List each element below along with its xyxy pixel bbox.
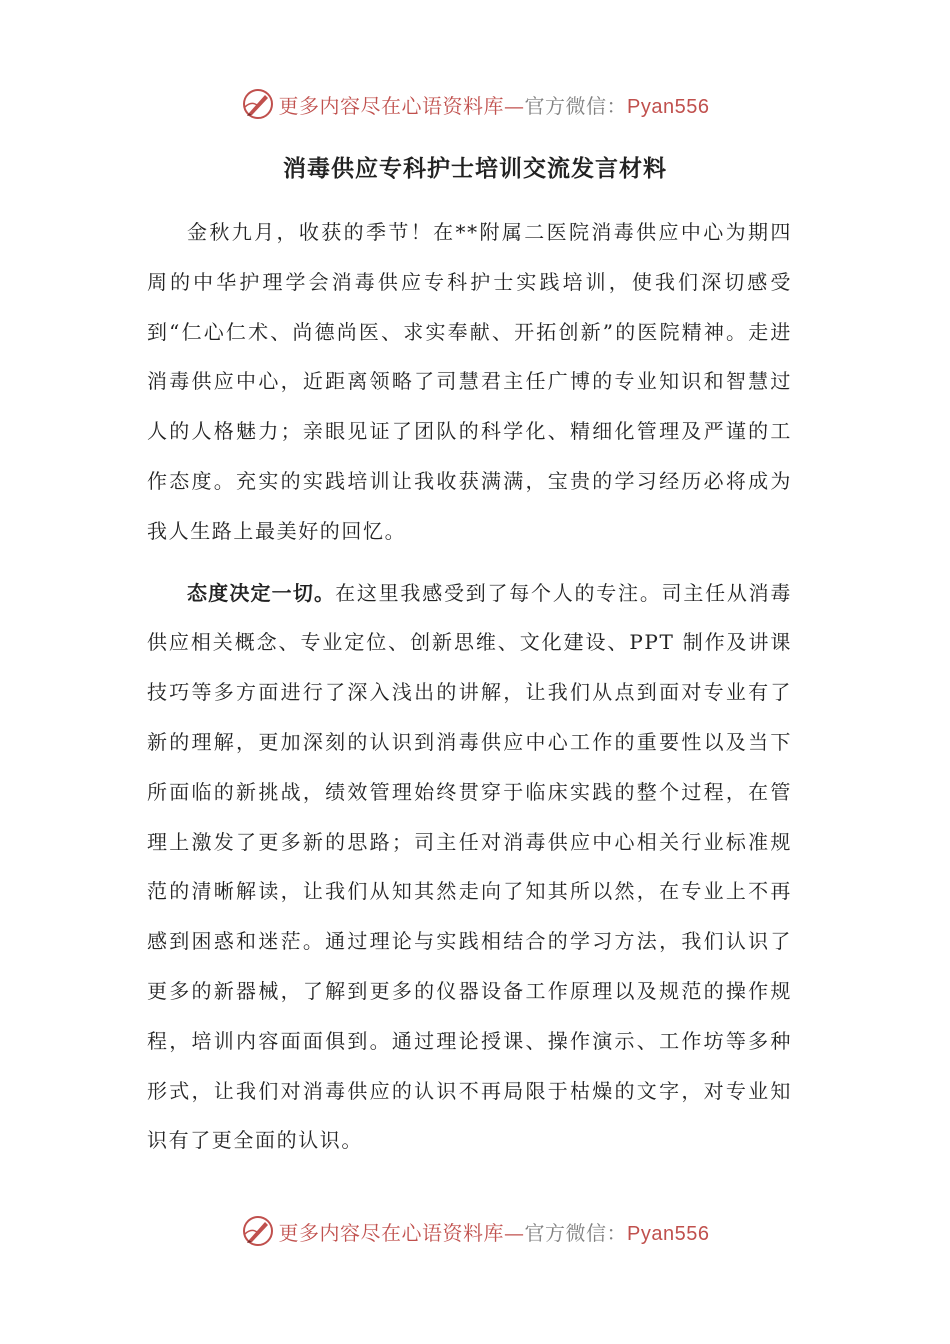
footer-banner [0, 1211, 950, 1251]
paragraph [147, 208, 792, 557]
header-banner [0, 84, 950, 124]
paragraph [147, 569, 792, 1167]
paragraph-lead: 态度决定一切。 [187, 580, 336, 605]
banner-text: 更多内容尽在心语资料库—官方微信：Pyan556 [278, 93, 710, 118]
banner-text: 更多内容尽在心语资料库—官方微信：Pyan556 [278, 1220, 710, 1245]
document-title: 消毒供应专科护士培训交流发言材料 [283, 156, 667, 182]
paragraph-text: 在这里我感受到了每个人的专注。司主任从消毒供应相关概念、专业定位、创新思维、文化建设、PPT 制作及讲课技巧等多方面进行了深入浅出的讲解，让我们从点到面对专业有了新的理解，更加深刻的认识到消毒供应中心工作的重要性以及当下所面临的新挑战，绩效管理始终贯穿于临床实践的整个过程，在管理上激发了更多新的思路；司主任对消毒供应中心相关行业标准规范的清晰解读，让我们从知其然走向了知其所以然，在专业上不再感到困惑和迷茫。通过理论与实践相结合的学习方法，我们认识了更多的新器械，了解到更多的仪器设备工作原理以及规范的操作规程，培训内容面面俱到。通过理论授课、操作演示、工作坊等多种形式，让我们对消毒供应的认识不再局限于枯燥的文字，对专业知识有了更全面的认识。 [147, 580, 792, 1153]
pen-emblem-icon [241, 87, 275, 121]
document-body [147, 208, 792, 1166]
paragraph-text: 金秋九月，收获的季节！在**附属二医院消毒供应中心为期四周的中华护理学会消毒供应专科护士实践培训，使我们深切感受到“仁心仁术、尚德尚医、求实奉献、开拓创新”的医院精神。走进消毒供应中心，近距离领略了司慧君主任广博的专业知识和智慧过人的人格魅力；亲眼见证了团队的科学化、精细化管理及严谨的工作态度。充实的实践培训让我收获满满，宝贵的学习经历必将成为我人生路上最美好的回忆。 [147, 220, 792, 543]
pen-emblem-icon [241, 1214, 275, 1248]
